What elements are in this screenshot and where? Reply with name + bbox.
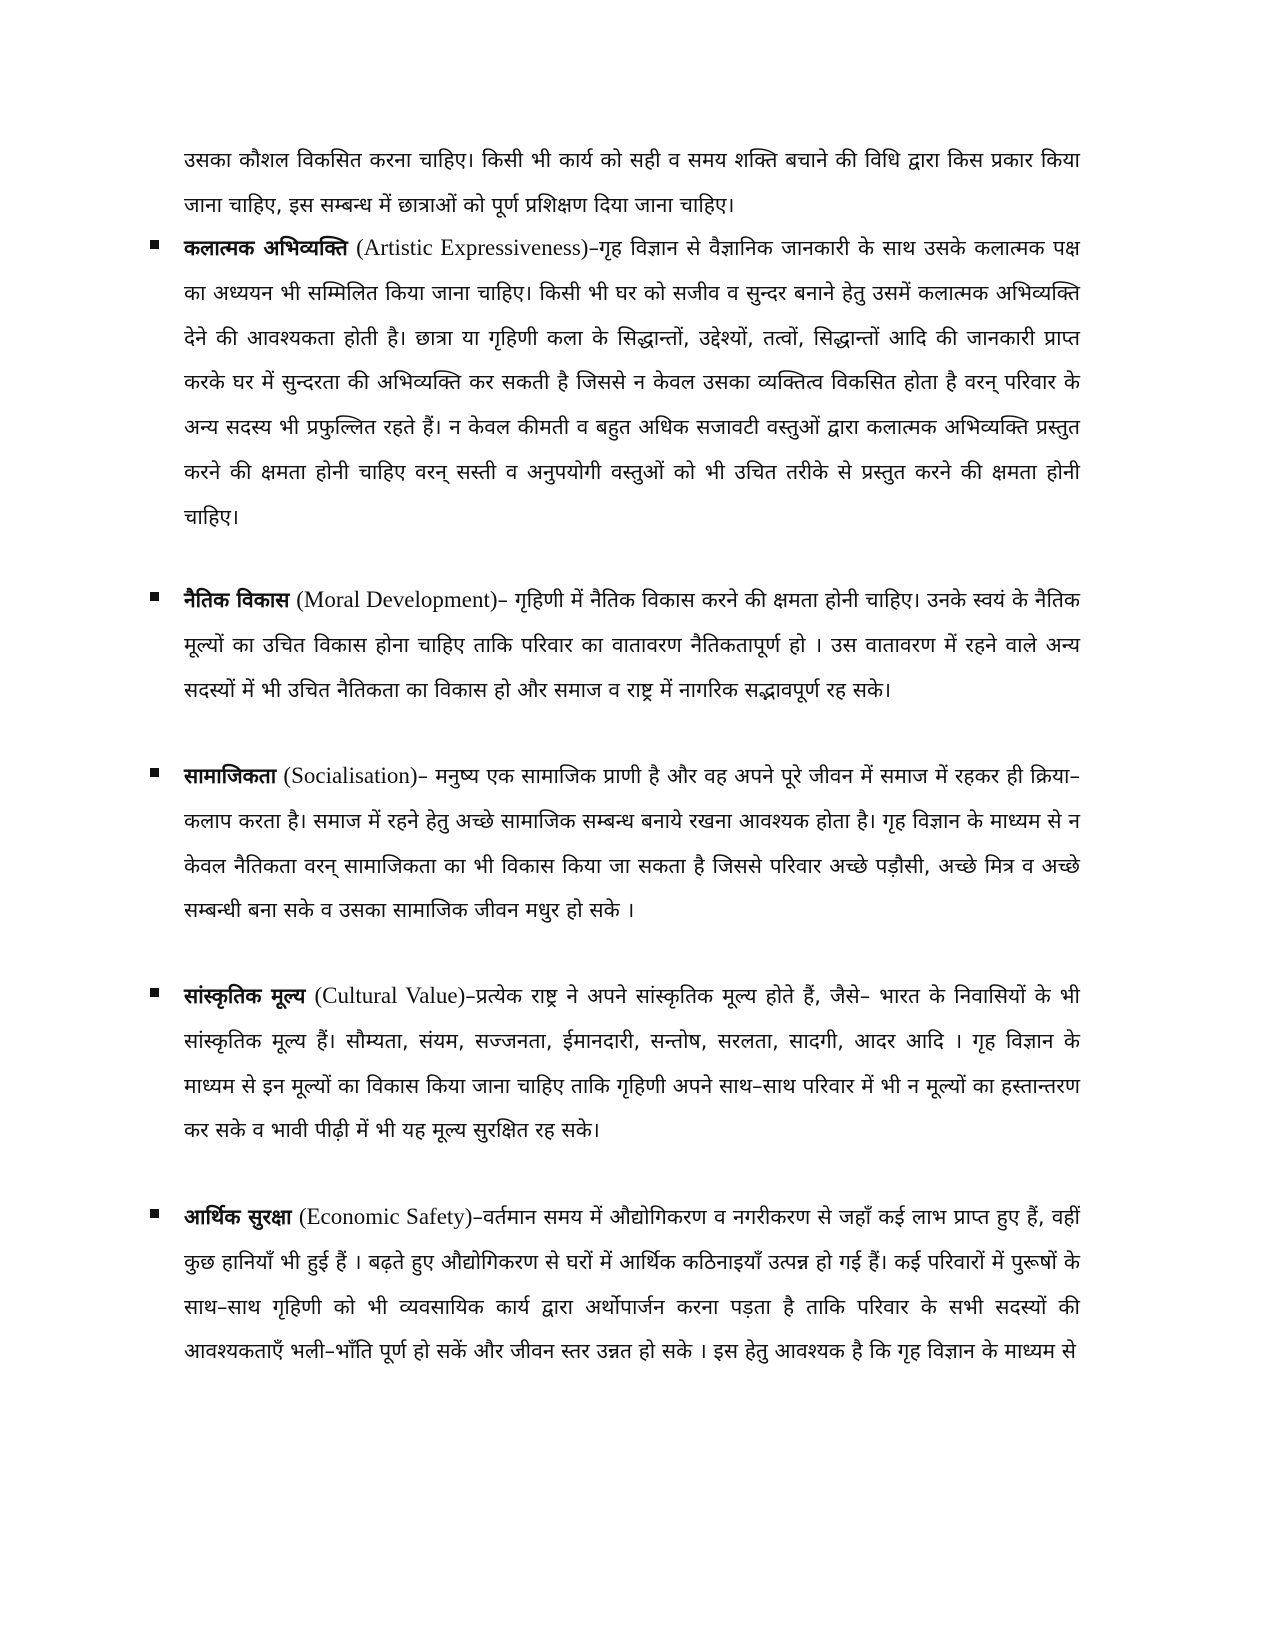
bullet-square-icon bbox=[150, 240, 159, 249]
intro-text: उसका कौशल विकसित करना चाहिए। किसी भी कार्य को सही व समय शक्ति बचाने की विधि द्वारा किस प्रकार किया जाना चाहिए, इस सम्बन्ध में छात्राओं को पूर्ण प्रशिक्षण दिया जाना चाहिए। bbox=[184, 148, 1080, 217]
bullet-square-icon bbox=[150, 768, 159, 777]
list-item-text bbox=[184, 226, 1080, 540]
item-term: सांस्कृतिक मूल्य bbox=[184, 984, 306, 1008]
item-body: –गृह विज्ञान से वैज्ञानिक जानकारी के साथ उसके कलात्मक पक्ष का अध्ययन भी सम्मिलित किया जाना चाहिए। किसी भी घर को सजीव व सुन्दर बनाने हेतु उसमें कलात्मक अभिव्यक्ति देने की आवश्यकता होती है। छात्रा या गृहिणी कला के सिद्धान्तों, उद्देश्यों, तत्वों, सिद्धान्तों आदि की जानकारी प्राप्त करके घर में सुन्दरता की अभिव्यक्ति कर सकती है जिससे न केवल उसका व्यक्तित्व विकसित होता है वरन् परिवार के अन्य सदस्य भी प्रफुल्लित रहते हैं। न केवल कीमती व बहुत अधिक सजावटी वस्तुओं द्वारा कलात्मक अभिव्यक्ति प्रस्तुत करने की क्षमता होनी चाहिए वरन् सस्ती व अनुपयोगी वस्तुओं को भी उचित तरीके से प्रस्तुत करने की क्षमता होनी चाहिए। bbox=[184, 236, 1080, 529]
item-body: – गृहिणी में नैतिक विकास करने की क्षमता होनी चाहिए। उनके स्वयं के नैतिक मूल्यों का उचित विकास होना चाहिए ताकि परिवार का वातावरण नैतिकतापूर्ण हो । उस वातावरण में रहने वाले अन्य सदस्यों में भी उचित नैतिकता का विकास हो और समाज व राष्ट्र में नागरिक सद्भावपूर्ण रह सके। bbox=[184, 588, 1080, 702]
item-english-term: (Socialisation) bbox=[283, 763, 418, 788]
bullet-square-icon bbox=[150, 592, 159, 601]
list-item bbox=[140, 974, 1080, 1153]
list-item bbox=[140, 226, 1080, 540]
list-item-text bbox=[184, 754, 1080, 933]
item-term: आर्थिक सुरक्षा bbox=[184, 1205, 292, 1229]
item-term: सामाजिकता bbox=[184, 764, 277, 788]
item-term: नैतिक विकास bbox=[184, 588, 290, 612]
item-body: –प्रत्येक राष्ट्र ने अपने सांस्कृतिक मूल्य होते हैं, जैसे– भारत के निवासियों के भी सांस्कृतिक मूल्य हैं। सौम्यता, संयम, सज्जनता, ईमानदारी, सन्तोष, सरलता, सादगी, आदर आदि । गृह विज्ञान के माध्यम से इन मूल्यों का विकास किया जाना चाहिए ताकि गृहिणी अपने साथ–साथ परिवार में भी न मूल्यों का हस्तान्तरण कर सके व भावी पीढ़ी में भी यह मूल्य सुरक्षित रह सके। bbox=[184, 984, 1080, 1143]
list-item bbox=[140, 754, 1080, 933]
list-item bbox=[140, 578, 1080, 712]
list-item bbox=[140, 1195, 1080, 1374]
item-body: –वर्तमान समय में औद्योगिकरण व नगरीकरण से जहाँ कई लाभ प्राप्त हुए हैं, वहीं कुछ हानियाँ भी हुई हैं । बढ़ते हुए औद्योगिकरण से घरों में आर्थिक कठिनाइयाँ उत्पन्न हो गई हैं। कई परिवारों में पुरूषों के साथ–साथ गृहिणी को भी व्यवसायिक कार्य द्वारा अर्थोपार्जन करना पड़ता है ताकि परिवार के सभी सदस्यों की आवश्यकताएँ भली–भाँति पूर्ण हो सकें और जीवन स्तर उन्नत हो सके । इस हेतु आवश्यक है कि गृह विज्ञान के माध्यम से bbox=[184, 1205, 1080, 1364]
item-body: – मनुष्य एक सामाजिक प्राणी है और वह अपने पूरे जीवन में समाज में रहकर ही क्रिया–कलाप करता है। समाज में रहने हेतु अच्छे सामाजिक सम्बन्ध बनाये रखना आवश्यक होता है। गृह विज्ञान के माध्यम से न केवल नैतिकता वरन् सामाजिकता का भी विकास किया जा सकता है जिससे परिवार अच्छे पड़ौसी, अच्छे मित्र व अच्छे सम्बन्धी बना सके व उसका सामाजिक जीवन मधुर हो सके । bbox=[184, 764, 1080, 923]
item-english-term: (Moral Development) bbox=[296, 587, 498, 612]
intro-paragraph bbox=[140, 138, 1080, 228]
list-item-text bbox=[184, 1195, 1080, 1374]
item-english-term: (Artistic Expressiveness) bbox=[356, 235, 589, 260]
item-term: कलात्मक अभिव्यक्ति bbox=[184, 236, 348, 260]
bullet-square-icon bbox=[150, 988, 159, 997]
list-item-text bbox=[184, 578, 1080, 712]
bullet-square-icon bbox=[150, 1209, 159, 1218]
item-english-term: (Economic Safety) bbox=[298, 1204, 473, 1229]
item-english-term: (Cultural Value) bbox=[314, 983, 466, 1008]
list-item-text bbox=[184, 974, 1080, 1153]
